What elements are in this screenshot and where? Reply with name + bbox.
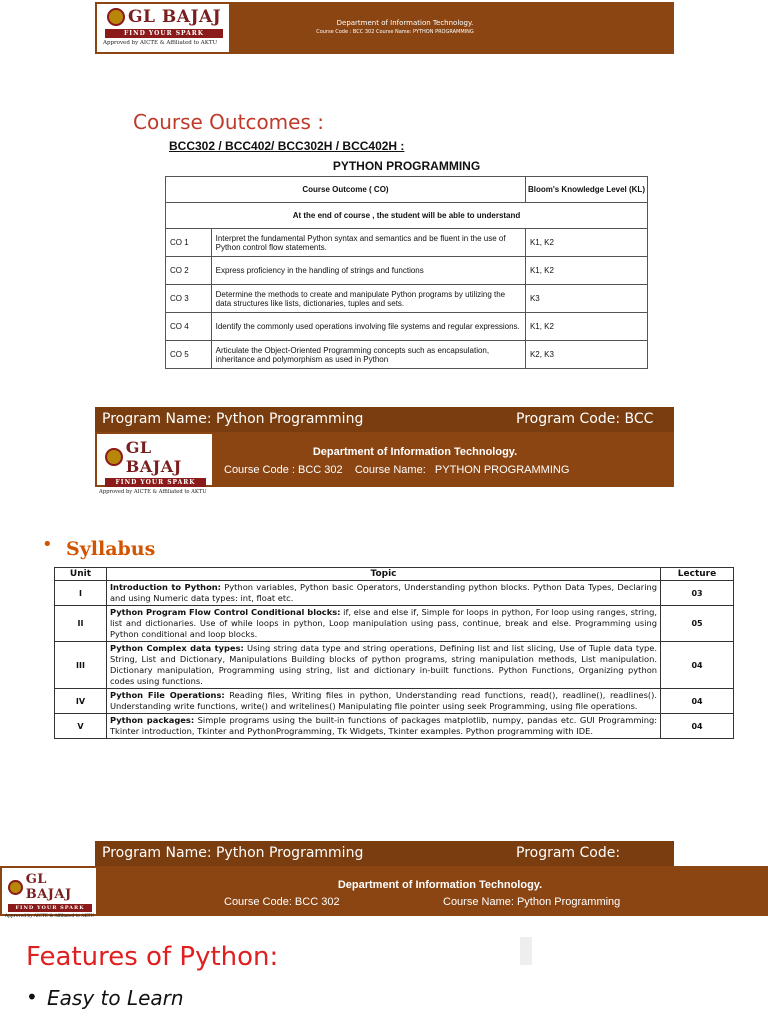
course-subject: PYTHON PROGRAMMING: [332, 159, 481, 173]
table-row: [166, 341, 648, 369]
table-row: [166, 229, 648, 257]
co-code: CO 3: [166, 285, 212, 313]
co-code: CO 5: [166, 341, 212, 369]
co-text: Articulate the Object-Oriented Programming concepts such as encapsulation, inheritance and polymorphism as used in Python: [211, 341, 525, 369]
col-lecture: Lecture: [661, 568, 734, 581]
logo-approval: Approved by AICTE & Affiliated to AKTU: [103, 40, 218, 46]
decorative-mark: [520, 937, 532, 965]
logo-emblem-icon: [8, 880, 23, 895]
table-row: [55, 606, 734, 642]
institute-logo-2: [97, 434, 212, 495]
logo-name: GL BAJAJ: [25, 872, 72, 902]
co-kl: K1, K2: [525, 229, 647, 257]
unit-lecture: 05: [661, 606, 734, 642]
program-code: Program Code:: [516, 845, 621, 861]
unit-topic: [106, 689, 660, 714]
logo-approval: Approved by AICTE & Affiliated to AKTU: [99, 489, 207, 495]
header-department: Department of Information Technology.: [337, 879, 543, 891]
feature-item: Easy to Learn: [47, 986, 184, 1010]
unit-number: III: [55, 642, 107, 689]
table-row: [55, 581, 734, 606]
header-department: Department of Information Technology.: [312, 446, 518, 458]
unit-text: Python variables, Python basic Operators, Understanding python blocks. Python Data Types, Declaring and using Numeric data types: int, float etc.: [109, 582, 658, 603]
unit-title: Introduction to Python:: [109, 582, 222, 592]
features-heading: Features of Python:: [26, 942, 279, 972]
unit-title: Python Complex data types:: [109, 643, 244, 653]
program-code: Program Code: BCC: [516, 411, 654, 427]
syllabus-bullet: •: [42, 534, 53, 555]
unit-text: Reading files, Writing files in python, Understanding read functions, read(), readline(), readlines(). Understanding write functions, write() and writelines() Manipulating file pointer using seek Programming, using file operations.: [109, 690, 658, 711]
program-name: Program Name: Python Programming: [102, 845, 364, 861]
course-codes: BCC302 / BCC402/ BCC302H / BCC402H :: [169, 139, 405, 153]
header-course-line: Course Code : BCC 302 Course Name: PYTHON PROGRAMMING: [316, 29, 474, 35]
course-outcomes-heading: Course Outcomes :: [133, 110, 324, 134]
unit-lecture: 04: [661, 642, 734, 689]
unit-title: Python Program Flow Control Conditional blocks:: [109, 607, 341, 617]
program-bar-2: [95, 841, 674, 867]
program-bar-1: [95, 407, 674, 434]
co-text: Identify the commonly used operations involving file systems and regular expressions.: [211, 313, 525, 341]
co-text: Interpret the fundamental Python syntax and semantics and be fluent in the use of Python control flow statements.: [211, 229, 525, 257]
col-course-outcome: Course Outcome ( CO): [166, 177, 526, 203]
unit-lecture: 04: [661, 689, 734, 714]
program-name: Program Name: Python Programming: [102, 411, 364, 427]
logo-name: GL BAJAJ: [125, 438, 182, 476]
col-unit: Unit: [55, 568, 107, 581]
course-outcomes-table: [165, 176, 648, 369]
co-text: Determine the methods to create and manipulate Python programs by utilizing the data structures like lists, dictionaries, tuples and sets.: [211, 285, 525, 313]
unit-number: V: [55, 714, 107, 739]
institute-logo-1: [97, 4, 229, 52]
col-topic: Topic: [106, 568, 660, 581]
co-kl: K2, K3: [525, 341, 647, 369]
unit-number: II: [55, 606, 107, 642]
co-code: CO 2: [166, 257, 212, 285]
table-row: [55, 642, 734, 689]
col-knowledge-level: Bloom's Knowledge Level (KL): [525, 177, 647, 203]
header-band-3: [0, 866, 768, 916]
header-course-name: Course Name: Python Programming: [443, 896, 621, 908]
unit-number: I: [55, 581, 107, 606]
logo-emblem-icon: [105, 448, 123, 466]
syllabus-table: [54, 567, 734, 739]
unit-lecture: 04: [661, 714, 734, 739]
table-row: [166, 285, 648, 313]
logo-tagline: FIND YOUR SPARK: [105, 478, 206, 487]
table-row: [166, 313, 648, 341]
logo-tagline: FIND YOUR SPARK: [8, 904, 92, 912]
unit-lecture: 03: [661, 581, 734, 606]
logo-name: GL BAJAJ: [128, 7, 222, 27]
unit-topic: [106, 606, 660, 642]
unit-number: IV: [55, 689, 107, 714]
co-kl: K1, K2: [525, 257, 647, 285]
unit-title: Python File Operations:: [109, 690, 225, 700]
unit-title: Python packages:: [109, 715, 195, 725]
unit-text: Simple programs using the built-in functions of packages matplotlib, numpy, pandas etc. GUI Programming: Tkinter introduction, Tkinter and PythonProgramming, Tk Widgets, Tkinter examples. Python programming with IDE.: [109, 715, 658, 736]
unit-text: Using string data type and string operations, Defining list and list slicing, Use of Tuple data type. String, List and Dictionary, Manipulations Building blocks of python programs, string manipulation methods, List manipulation. Dictionary manipulation, Programming using string, list and dictionary in-built functions. Python Functions, Organizing python codes using functions.: [109, 643, 658, 686]
logo-tagline: FIND YOUR SPARK: [105, 29, 223, 38]
co-code: CO 1: [166, 229, 212, 257]
co-text: Express proficiency in the handling of strings and functions: [211, 257, 525, 285]
table-row: [55, 714, 734, 739]
outcomes-intro: At the end of course , the student will be able to understand: [166, 203, 648, 229]
co-kl: K1, K2: [525, 313, 647, 341]
header-department: Department of Information Technology.: [336, 19, 474, 27]
table-row: [166, 257, 648, 285]
syllabus-heading: Syllabus: [66, 538, 156, 560]
table-row: [55, 689, 734, 714]
unit-topic: [106, 581, 660, 606]
unit-text: if, else and else if, Simple for loops in python, For loop using ranges, string, list and dictionaries. Use of while loops in python, Loop manipulation using pass, continue, break and else. Programming using Python conditional and loop blocks.: [109, 607, 658, 639]
co-code: CO 4: [166, 313, 212, 341]
institute-logo-3: [2, 868, 96, 919]
logo-approval: Approved by AICTE & Affiliated to AKTU: [5, 914, 95, 919]
header-course-line: Course Code : BCC 302 Course Name: PYTHON PROGRAMMING: [224, 464, 570, 476]
header-course-code: Course Code: BCC 302: [224, 896, 340, 908]
unit-topic: [106, 642, 660, 689]
logo-emblem-icon: [107, 8, 125, 26]
unit-topic: [106, 714, 660, 739]
co-kl: K3: [525, 285, 647, 313]
features-bullet: •: [26, 985, 38, 1009]
